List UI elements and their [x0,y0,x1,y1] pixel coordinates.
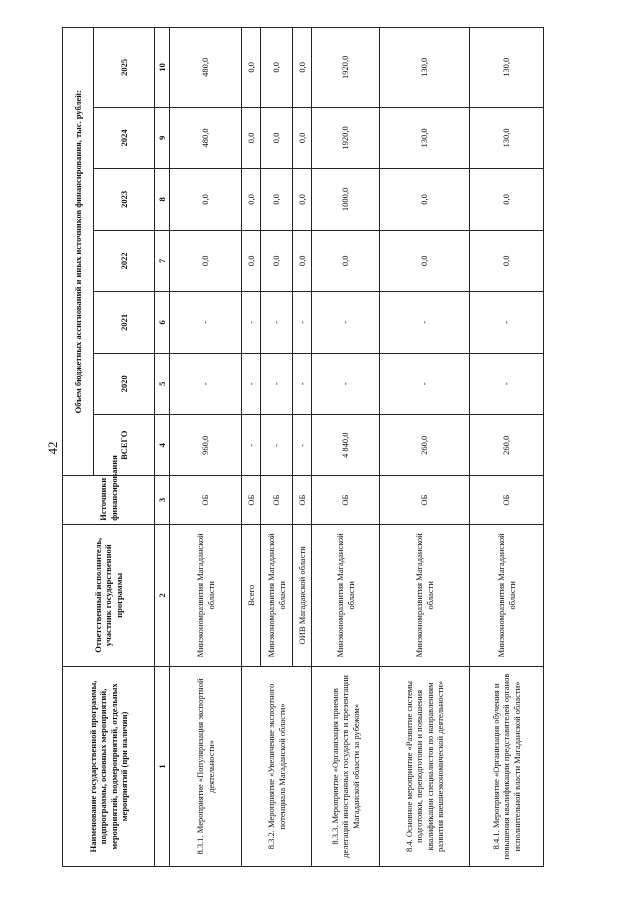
row-value: - [261,415,293,476]
header-year: 2025 [94,28,155,108]
table-row [170,28,242,867]
row-source: ОБ [242,476,261,524]
row-value: - [380,353,470,414]
row-responsible: ОИВ Магаданской области [293,524,312,666]
header-year: 2024 [94,107,155,168]
row-value: - [380,292,470,353]
row-value: - [312,353,380,414]
row-value: 960,0 [170,415,242,476]
header-year: 2020 [94,353,155,414]
row-name: 8.3.2. Мероприятие «Увеличение экспортного потенциала Магаданской области» [242,666,312,866]
row-value: 0,0 [470,230,544,291]
row-name: 8.3.1. Мероприятие «Популяризация экспортной деятельности» [170,666,242,866]
header-row-top [63,28,94,867]
row-source: ОБ [312,476,380,524]
row-value: 130,0 [380,28,470,108]
row-value: - [242,292,261,353]
row-responsible: Минэкономразвития Магаданской области [312,524,380,666]
row-value: - [261,353,293,414]
row-value: 0,0 [170,230,242,291]
table-row [470,28,544,867]
row-value: 0,0 [261,169,293,230]
row-value: 4 840,0 [312,415,380,476]
row-value: 0,0 [242,169,261,230]
rotated-table-inner [62,27,542,867]
table-row [312,28,380,867]
row-value: 0,0 [380,169,470,230]
row-responsible: Минэкономразвития Магаданской области [470,524,544,666]
row-value: - [242,353,261,414]
row-value: 0,0 [170,169,242,230]
row-value: 1000,0 [312,169,380,230]
row-source: ОБ [293,476,312,524]
header-year: 2021 [94,292,155,353]
row-value: - [242,415,261,476]
column-number: 2 [155,524,170,666]
row-value: - [293,353,312,414]
row-name: 8.4.1. Мероприятие «Организация обучения и повышения квалификации представителей органов исполнительной власти Магаданской области» [470,666,544,866]
row-value: - [312,292,380,353]
row-value: - [170,353,242,414]
header-source-label: Источники финансирования [98,455,119,521]
row-responsible: Минэкономразвития Магаданской области [170,524,242,666]
column-number: 5 [155,353,170,414]
row-value: 1920,0 [312,107,380,168]
page-number: 42 [45,441,60,455]
row-value: 0,0 [242,107,261,168]
row-source: ОБ [170,476,242,524]
row-value: 0,0 [242,230,261,291]
header-name: Наименование государственной программы, подпрограммы, основных мероприятий, мероприятий, подмероприятий, отдельных мероприятий (при наличии) [63,666,155,866]
row-source: ОБ [470,476,544,524]
header-row-numbers [155,28,170,867]
column-number: 7 [155,230,170,291]
row-value: - [470,292,544,353]
row-value: 480,0 [170,28,242,108]
row-value: 0,0 [293,107,312,168]
column-number: 1 [155,666,170,866]
column-number: 8 [155,169,170,230]
table-row [380,28,470,867]
row-value: 130,0 [380,107,470,168]
row-responsible: Минэкономразвития Магаданской области [380,524,470,666]
row-value: 0,0 [312,230,380,291]
row-value: 0,0 [380,230,470,291]
row-value: 0,0 [261,230,293,291]
column-number: 3 [155,476,170,524]
row-value: - [293,415,312,476]
row-value: 260,0 [380,415,470,476]
row-name: 8.3.3. Мероприятие «Организация приемов делегаций иностранных государств и презентации Магаданской области за рубежом» [312,666,380,866]
row-value: 260,0 [470,415,544,476]
row-value: 0,0 [293,28,312,108]
header-source [63,455,155,524]
row-name: 8.4. Основное мероприятие «Развитие системы подготовки, переподготовки и повышения квалификации специалистов по направлениям развития внешнеэкономической деятельности» [380,666,470,866]
header-total: ВСЕГО [94,415,155,476]
row-value: - [293,292,312,353]
row-value: 0,0 [261,28,293,108]
column-number: 4 [155,415,170,476]
column-number: 10 [155,28,170,108]
row-responsible: Минэкономразвития Магаданской области [261,524,293,666]
row-value: 0,0 [242,28,261,108]
row-source: ОБ [380,476,470,524]
funding-table [62,27,544,867]
column-number: 9 [155,107,170,168]
row-value: 0,0 [261,107,293,168]
column-number: 6 [155,292,170,353]
row-value: 0,0 [293,230,312,291]
row-value: 130,0 [470,28,544,108]
row-value: 130,0 [470,107,544,168]
header-year: 2022 [94,230,155,291]
row-value: - [170,292,242,353]
row-value: 1920,0 [312,28,380,108]
row-source: ОБ [261,476,293,524]
header-year: 2023 [94,169,155,230]
row-responsible: Всего [242,524,261,666]
header-responsible: Ответственный исполнитель, участник государственной программы [63,524,155,666]
rotated-table-wrapper [62,27,542,867]
row-value: 0,0 [293,169,312,230]
row-value: - [470,353,544,414]
row-value: - [261,292,293,353]
table-row [242,28,261,867]
row-value: 480,0 [170,107,242,168]
header-volume: Объем бюджетных ассигнований и иных источников финансирования, тыс. рублей: [63,28,94,477]
row-value: 0,0 [470,169,544,230]
